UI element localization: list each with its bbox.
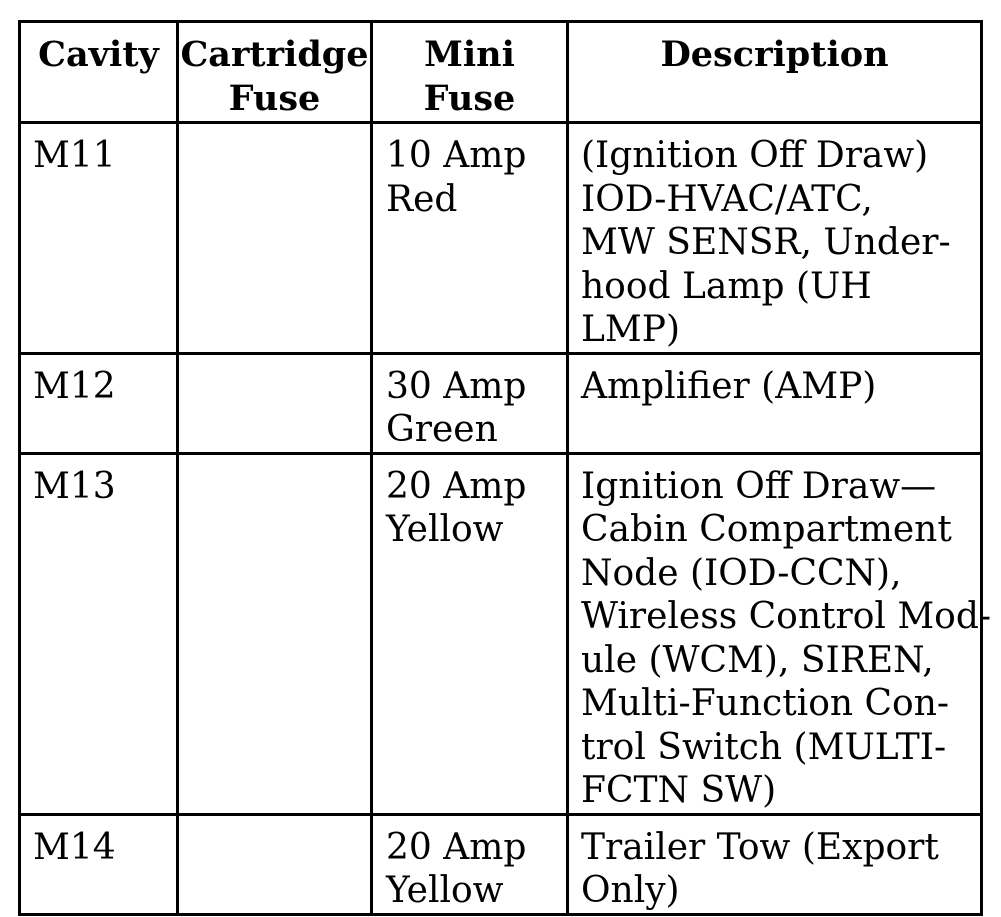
mini-fuse-rating: 20 Amp [386, 465, 527, 507]
mini-fuse-rating: 20 Amp [386, 826, 527, 868]
mini-fuse-cell [372, 453, 568, 814]
mini-fuse-color: Yellow [386, 870, 504, 911]
description-line: LMP) [581, 309, 681, 350]
description-line: Wireless Control Mod- [581, 596, 992, 637]
cavity-cell: M12 [20, 353, 178, 453]
description-cell [568, 353, 982, 453]
header-mini-fuse-line1: Mini [424, 34, 515, 75]
mini-fuse-cell [372, 814, 568, 914]
header-mini-fuse-line2: Fuse [423, 78, 516, 119]
cartridge-fuse-cell [178, 814, 372, 914]
description-line: hood Lamp (UH [581, 265, 872, 307]
description-line: Only) [581, 870, 680, 911]
table-row [20, 814, 982, 914]
description-line: Amplifier (AMP) [581, 365, 877, 407]
description-line: Trailer Tow (Export [581, 826, 939, 868]
header-cavity [20, 22, 178, 123]
description-line: (Ignition Off Draw) [581, 135, 929, 176]
mini-fuse-cell [372, 123, 568, 354]
description-line: IOD-HVAC/ATC, [581, 178, 873, 220]
cavity-cell: M13 [20, 453, 178, 814]
table-row [20, 123, 982, 354]
mini-fuse-cell [372, 353, 568, 453]
description-cell [568, 123, 982, 354]
header-description [568, 22, 982, 123]
cavity-cell: M14 [20, 814, 178, 914]
description-cell [568, 453, 992, 814]
description-line: Multi-Function Con- [581, 683, 950, 724]
mini-fuse-color: Yellow [386, 509, 504, 550]
description-line: Node (IOD-CCN), [581, 552, 902, 594]
cartridge-fuse-cell [178, 453, 372, 814]
header-cartridge-fuse [178, 22, 372, 123]
mini-fuse-rating: 10 Amp [386, 135, 527, 176]
description-line: MW SENSR, Under- [581, 222, 951, 263]
fuse-table [18, 20, 992, 916]
header-cartridge-fuse-line1: Cartridge [180, 34, 369, 75]
cartridge-fuse-cell [178, 353, 372, 453]
table-header [20, 22, 982, 123]
description-cell [568, 814, 982, 914]
cartridge-fuse-cell [178, 123, 372, 354]
mini-fuse-color: Green [386, 409, 498, 450]
cavity-cell: M11 [20, 123, 178, 354]
header-row [20, 22, 982, 123]
mini-fuse-color: Red [386, 178, 458, 220]
table-row [20, 453, 982, 814]
table-row [20, 353, 982, 453]
mini-fuse-rating: 30 Amp [386, 365, 527, 407]
header-mini-fuse [372, 22, 568, 123]
description-line: Cabin Compartment [581, 509, 952, 550]
description-line: Ignition Off Draw— [581, 465, 937, 507]
header-cartridge-fuse-line2: Fuse [228, 78, 321, 119]
description-line: trol Switch (MULTI- [581, 726, 947, 768]
table-body [20, 123, 992, 915]
header-cavity-label: Cavity [38, 34, 159, 75]
description-line: ule (WCM), SIREN, [581, 639, 934, 681]
description-line: FCTN SW) [581, 770, 777, 811]
header-description-label: Description [660, 34, 889, 75]
